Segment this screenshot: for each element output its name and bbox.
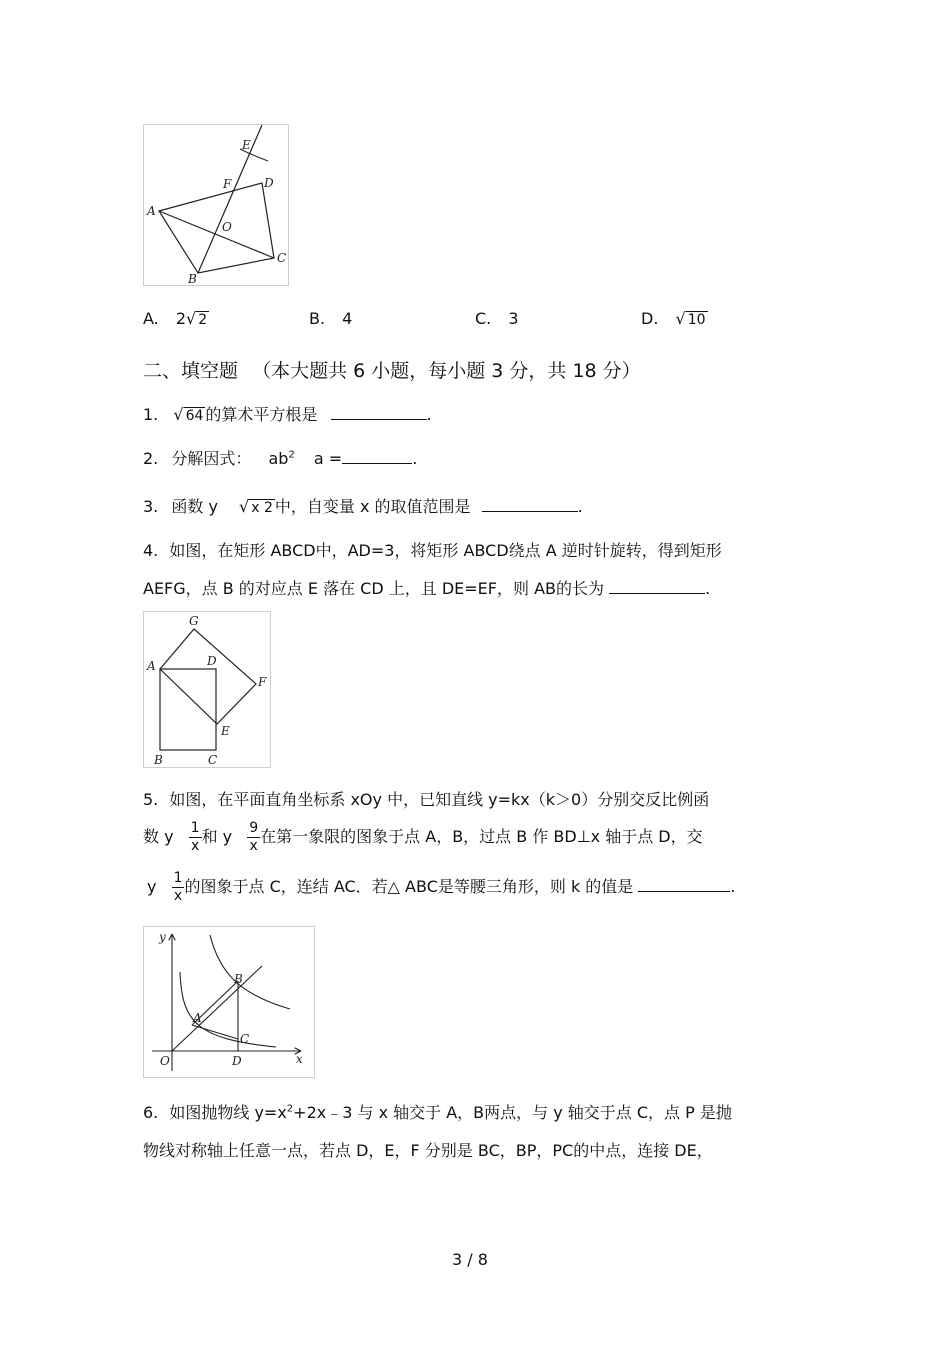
fig2-label: A xyxy=(147,659,156,673)
q5-text-2c: 在第一象限的图象于点 A，B，过点 B 作 BD⊥x 轴于点 D，交 xyxy=(260,827,703,846)
option-b xyxy=(309,309,352,328)
option-d xyxy=(641,309,708,328)
q1-text: 的算术平方根是 xyxy=(205,405,318,424)
q2-prefix: 分解因式： xyxy=(171,449,252,468)
answer-blank[interactable] xyxy=(638,877,730,892)
fig3-label: x xyxy=(296,1052,303,1066)
answer-blank[interactable] xyxy=(482,497,578,512)
fraction-numerator: 9 xyxy=(249,820,259,836)
q4-text-line-1: 如图，在矩形 ABCD中，AD=3，将矩形 ABCD绕点 A 逆时针旋转，得到矩形 xyxy=(169,541,722,560)
question-1: 1. √ 64 的算术平方根是 . xyxy=(143,405,432,424)
q5-text-2b: 和 y xyxy=(201,827,233,846)
fig3-label: B xyxy=(234,972,243,986)
option-value: 4 xyxy=(342,309,353,328)
fig2-label: E xyxy=(221,724,230,738)
page-number: 3 / 8 xyxy=(452,1250,488,1269)
rectangle-rotation-diagram xyxy=(144,612,270,767)
answer-blank[interactable] xyxy=(331,405,427,420)
question-6-line-2 xyxy=(143,1138,713,1161)
coordinate-plane-diagram xyxy=(144,927,314,1077)
fraction xyxy=(189,820,202,855)
q1-radicand: 64 xyxy=(185,408,204,424)
answer-blank[interactable] xyxy=(609,579,705,594)
fig2-label: B xyxy=(154,753,163,767)
fig1-label: D xyxy=(264,176,274,190)
fig1-label: O xyxy=(222,220,232,234)
fig3-label: O xyxy=(160,1054,170,1068)
sqrt-sign: √ xyxy=(675,309,686,328)
q5-text-3a: y xyxy=(147,877,157,896)
sqrt-sign: √ xyxy=(186,309,197,328)
option-radicand: 2 xyxy=(198,312,208,328)
question-number: 6. xyxy=(143,1103,159,1122)
question-5-line-1 xyxy=(143,787,709,810)
fig1-label: B xyxy=(188,272,197,285)
section-heading xyxy=(143,356,641,383)
q3-radicand: x 2 xyxy=(251,500,273,516)
answer-blank[interactable] xyxy=(342,449,412,464)
question-6-line-1 xyxy=(143,1100,732,1123)
q2-expr-a: ab xyxy=(268,449,289,468)
fig1-label: E xyxy=(242,138,251,152)
question-2 xyxy=(143,446,417,469)
quadrilateral-diagram xyxy=(144,125,288,285)
figure-rectangle-rotation xyxy=(143,611,271,768)
sqrt-sign: √ xyxy=(239,497,250,516)
q3-text: 中，自变量 x 的取值范围是 xyxy=(274,497,471,516)
sqrt-sign: √ xyxy=(173,405,184,424)
section-title: 二、填空题 xyxy=(143,360,239,382)
fig2-label: C xyxy=(208,753,218,767)
fraction-denominator: x xyxy=(173,888,183,904)
option-coef: 2 xyxy=(175,309,187,328)
question-number: 1. xyxy=(143,405,159,424)
q3-prefix: 函数 y xyxy=(171,497,218,516)
option-radicand: 10 xyxy=(687,312,706,328)
fraction xyxy=(172,870,185,905)
fig1-label: A xyxy=(147,204,156,218)
option-a xyxy=(143,309,209,328)
figure-coordinate-plane xyxy=(143,926,315,1078)
fig2-label: F xyxy=(258,675,267,689)
q2-exponent: 2 xyxy=(288,449,295,461)
fig3-label: y xyxy=(159,930,166,944)
q5-text-3b: 的图象于点 C，连结 AC．若△ ABC是等腰三角形，则 k 的值是 xyxy=(184,877,634,896)
question-number: 3. xyxy=(143,497,159,516)
fraction-numerator: 1 xyxy=(190,820,200,836)
fraction xyxy=(247,820,260,855)
q4-text-line-2: AEFG，点 B 的对应点 E 落在 CD 上，且 DE=EF，则 AB的长为 xyxy=(143,579,604,598)
option-value: 3 xyxy=(508,309,519,328)
option-letter: B. xyxy=(309,309,326,328)
q2-expr-b: a = xyxy=(313,449,343,468)
question-4-line-1 xyxy=(143,538,722,561)
question-number: 4. xyxy=(143,541,159,560)
question-3: 3. 函数 y √ x 2 中，自变量 x 的取值范围是 . xyxy=(143,497,583,516)
option-c xyxy=(475,309,519,328)
q5-text-2a: 数 y xyxy=(143,827,174,846)
question-5-line-2 xyxy=(143,820,703,855)
q5-text-line-1: 如图，在平面直角坐标系 xOy 中，已知直线 y=kx（k＞0）分别交反比例函 xyxy=(169,790,710,809)
fraction-numerator: 1 xyxy=(173,870,183,886)
question-number: 5. xyxy=(143,790,159,809)
option-letter: A. xyxy=(143,309,159,328)
fraction-denominator: x xyxy=(249,838,258,854)
fig2-label: G xyxy=(189,614,199,628)
q6-text-1a: 如图抛物线 y=x xyxy=(169,1103,287,1122)
fraction-denominator: x xyxy=(190,838,200,854)
figure-quadrilateral xyxy=(143,124,289,286)
fig1-label: C xyxy=(277,251,287,265)
fig1-label: F xyxy=(223,177,232,191)
fig3-label: C xyxy=(240,1032,250,1046)
fig3-label: D xyxy=(232,1054,242,1068)
question-4-line-2: AEFG，点 B 的对应点 E 落在 CD 上，且 DE=EF，则 AB的长为 . xyxy=(143,579,711,598)
q2-end: . xyxy=(412,449,418,468)
option-letter: C. xyxy=(475,309,492,328)
q6-exponent: 2 xyxy=(286,1103,294,1115)
section-note: （本大题共 6 小题，每小题 3 分，共 18 分） xyxy=(252,360,641,382)
option-letter: D. xyxy=(641,309,659,328)
fig2-label: D xyxy=(207,654,217,668)
question-number: 2. xyxy=(143,449,159,468)
q6-text-1b: +2x﹣3 与 x 轴交于 A，B两点，与 y 轴交于点 C，点 P 是抛 xyxy=(293,1103,732,1122)
fig3-label: A xyxy=(193,1011,202,1025)
q6-text-line-2: 物线对称轴上任意一点，若点 D，E，F 分别是 BC，BP，PC的中点，连接 DE， xyxy=(143,1141,713,1160)
question-5-line-3: y $\frac{1}{x}$ 的图象于点 C，连结 AC．若△ ABC是等腰三角形，则 k 的值是 . xyxy=(147,870,736,904)
